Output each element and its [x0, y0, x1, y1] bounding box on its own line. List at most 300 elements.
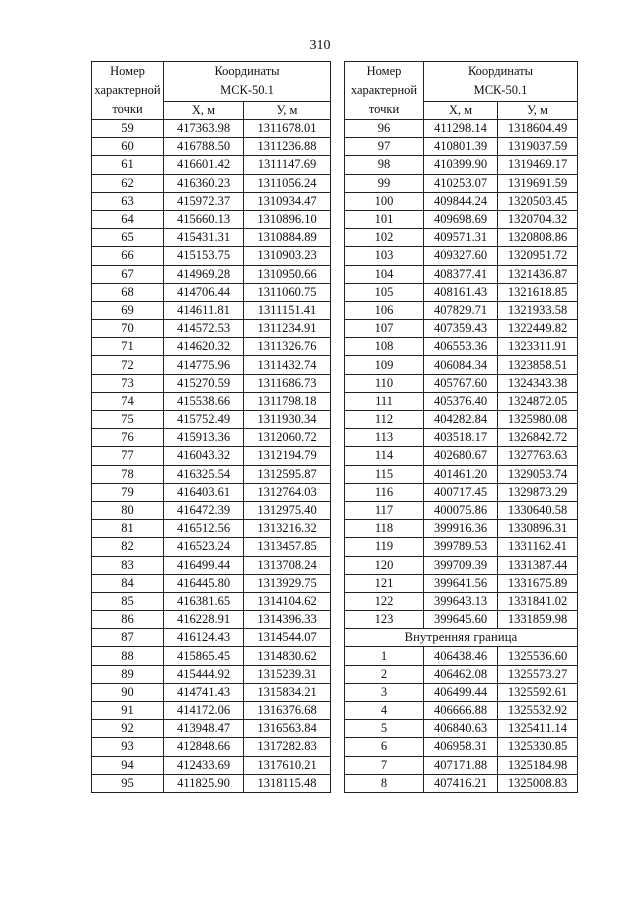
x-coordinate-cell: 399789.53 — [424, 538, 498, 556]
point-number-header: Номер характерной точки — [345, 62, 424, 120]
table-row — [92, 192, 331, 210]
x-coordinate-cell: 414172.06 — [164, 702, 244, 720]
table-row — [92, 374, 331, 392]
x-coordinate-cell: 415538.66 — [164, 392, 244, 410]
table-row — [92, 356, 331, 374]
table-row — [92, 665, 331, 683]
point-number-cell: 107 — [345, 320, 424, 338]
x-coordinate-cell: 405767.60 — [424, 374, 498, 392]
point-number-cell: 110 — [345, 374, 424, 392]
table-row — [92, 174, 331, 192]
y-coordinate-cell: 1313708.24 — [244, 556, 331, 574]
table-row — [345, 556, 578, 574]
y-coordinate-cell: 1311930.34 — [244, 411, 331, 429]
x-coordinate-cell: 411825.90 — [164, 774, 244, 792]
point-number-cell: 103 — [345, 247, 424, 265]
table-row — [345, 320, 578, 338]
table-row — [345, 192, 578, 210]
x-coordinate-cell: 407829.71 — [424, 301, 498, 319]
table-row — [345, 247, 578, 265]
x-coordinate-cell: 415865.45 — [164, 647, 244, 665]
x-coordinate-cell: 406840.63 — [424, 720, 498, 738]
y-coordinate-cell: 1321933.58 — [498, 301, 578, 319]
point-number-header: Номер характерной точки — [92, 62, 164, 120]
x-coordinate-cell: 415913.36 — [164, 429, 244, 447]
y-coordinate-cell: 1329053.74 — [498, 465, 578, 483]
point-number-cell: 91 — [92, 702, 164, 720]
y-coordinate-cell: 1331675.89 — [498, 574, 578, 592]
y-coordinate-cell: 1330640.58 — [498, 501, 578, 519]
x-coordinate-cell: 400717.45 — [424, 483, 498, 501]
table-row — [92, 338, 331, 356]
point-number-cell: 83 — [92, 556, 164, 574]
x-coordinate-cell: 407416.21 — [424, 774, 498, 792]
table-row — [345, 683, 578, 701]
x-coordinate-cell: 408161.43 — [424, 283, 498, 301]
table-row — [345, 210, 578, 228]
y-coordinate-cell: 1312194.79 — [244, 447, 331, 465]
point-number-cell: 4 — [345, 702, 424, 720]
y-coordinate-cell: 1312060.72 — [244, 429, 331, 447]
y-coordinate-cell: 1311686.73 — [244, 374, 331, 392]
y-coordinate-cell: 1311432.74 — [244, 356, 331, 374]
x-column-header: X, м — [424, 101, 498, 119]
table-row — [345, 374, 578, 392]
x-column-header: X, м — [164, 101, 244, 119]
point-number-cell: 94 — [92, 756, 164, 774]
y-coordinate-cell: 1311798.18 — [244, 392, 331, 410]
table-row — [345, 756, 578, 774]
x-coordinate-cell: 416228.91 — [164, 611, 244, 629]
y-coordinate-cell: 1325411.14 — [498, 720, 578, 738]
x-coordinate-cell: 406958.31 — [424, 738, 498, 756]
y-column-header: У, м — [498, 101, 578, 119]
x-coordinate-cell: 416325.54 — [164, 465, 244, 483]
table-row — [92, 120, 331, 138]
y-coordinate-cell: 1310896.10 — [244, 210, 331, 228]
coordinates-header: Координаты МСК-50.1 — [424, 62, 578, 102]
x-coordinate-cell: 416472.39 — [164, 501, 244, 519]
y-coordinate-cell: 1312975.40 — [244, 501, 331, 519]
x-coordinate-cell: 408377.41 — [424, 265, 498, 283]
point-number-cell: 73 — [92, 374, 164, 392]
y-coordinate-cell: 1319037.59 — [498, 138, 578, 156]
table-row — [92, 756, 331, 774]
point-number-cell: 67 — [92, 265, 164, 283]
y-coordinate-cell: 1324872.05 — [498, 392, 578, 410]
table-row — [92, 538, 331, 556]
y-coordinate-cell: 1324343.38 — [498, 374, 578, 392]
right-table-body — [345, 120, 578, 793]
x-coordinate-cell: 409698.69 — [424, 210, 498, 228]
point-number-cell: 108 — [345, 338, 424, 356]
x-coordinate-cell: 405376.40 — [424, 392, 498, 410]
y-coordinate-cell: 1313929.75 — [244, 574, 331, 592]
y-coordinate-cell: 1322449.82 — [498, 320, 578, 338]
y-coordinate-cell: 1325184.98 — [498, 756, 578, 774]
table-row — [92, 574, 331, 592]
y-coordinate-cell: 1325008.83 — [498, 774, 578, 792]
point-number-cell: 88 — [92, 647, 164, 665]
point-number-cell: 121 — [345, 574, 424, 592]
x-coordinate-cell: 407359.43 — [424, 320, 498, 338]
point-number-cell: 120 — [345, 556, 424, 574]
point-number-cell: 97 — [345, 138, 424, 156]
x-coordinate-cell: 402680.67 — [424, 447, 498, 465]
y-coordinate-cell: 1311234.91 — [244, 320, 331, 338]
y-coordinate-cell: 1312595.87 — [244, 465, 331, 483]
page-number: 310 — [309, 38, 331, 53]
y-coordinate-cell: 1320808.86 — [498, 229, 578, 247]
point-number-cell: 62 — [92, 174, 164, 192]
point-number-cell: 106 — [345, 301, 424, 319]
point-number-cell: 118 — [345, 520, 424, 538]
point-number-cell: 115 — [345, 465, 424, 483]
y-coordinate-cell: 1325573.27 — [498, 665, 578, 683]
y-coordinate-cell: 1321436.87 — [498, 265, 578, 283]
table-row — [345, 156, 578, 174]
table-row — [345, 338, 578, 356]
y-coordinate-cell: 1312764.03 — [244, 483, 331, 501]
point-number-cell: 71 — [92, 338, 164, 356]
y-coordinate-cell: 1320704.32 — [498, 210, 578, 228]
point-number-cell: 64 — [92, 210, 164, 228]
point-number-cell: 79 — [92, 483, 164, 501]
table-row — [92, 483, 331, 501]
point-number-cell: 117 — [345, 501, 424, 519]
y-coordinate-cell: 1314104.62 — [244, 592, 331, 610]
y-coordinate-cell: 1323311.91 — [498, 338, 578, 356]
table-row — [92, 520, 331, 538]
x-coordinate-cell: 413948.47 — [164, 720, 244, 738]
table-row — [92, 647, 331, 665]
point-number-cell: 68 — [92, 283, 164, 301]
point-number-cell: 70 — [92, 320, 164, 338]
point-number-cell: 101 — [345, 210, 424, 228]
x-coordinate-cell: 416499.44 — [164, 556, 244, 574]
table-row — [345, 138, 578, 156]
x-coordinate-cell: 409571.31 — [424, 229, 498, 247]
coordinates-header: Координаты МСК-50.1 — [164, 62, 331, 102]
x-coordinate-cell: 404282.84 — [424, 411, 498, 429]
point-number-cell: 63 — [92, 192, 164, 210]
x-coordinate-cell: 416788.50 — [164, 138, 244, 156]
y-coordinate-cell: 1329873.29 — [498, 483, 578, 501]
point-number-cell: 6 — [345, 738, 424, 756]
point-number-cell: 76 — [92, 429, 164, 447]
x-coordinate-cell: 410253.07 — [424, 174, 498, 192]
x-coordinate-cell: 403518.17 — [424, 429, 498, 447]
x-coordinate-cell: 414620.32 — [164, 338, 244, 356]
x-coordinate-cell: 416512.56 — [164, 520, 244, 538]
table-row — [345, 465, 578, 483]
x-coordinate-cell: 416381.65 — [164, 592, 244, 610]
x-coordinate-cell: 415270.59 — [164, 374, 244, 392]
point-number-cell: 2 — [345, 665, 424, 683]
point-number-cell: 60 — [92, 138, 164, 156]
x-coordinate-cell: 414775.96 — [164, 356, 244, 374]
x-coordinate-cell: 409327.60 — [424, 247, 498, 265]
table-row — [92, 210, 331, 228]
y-coordinate-cell: 1330896.31 — [498, 520, 578, 538]
x-coordinate-cell: 406666.88 — [424, 702, 498, 720]
point-number-cell: 66 — [92, 247, 164, 265]
point-number-cell: 113 — [345, 429, 424, 447]
x-coordinate-cell: 414969.28 — [164, 265, 244, 283]
point-number-cell: 104 — [345, 265, 424, 283]
y-coordinate-cell: 1314830.62 — [244, 647, 331, 665]
table-row — [345, 720, 578, 738]
y-coordinate-cell: 1331387.44 — [498, 556, 578, 574]
point-number-cell: 100 — [345, 192, 424, 210]
x-coordinate-cell: 416043.32 — [164, 447, 244, 465]
point-number-cell: 116 — [345, 483, 424, 501]
coordinates-table-right — [344, 61, 578, 793]
y-coordinate-cell: 1315834.21 — [244, 683, 331, 701]
y-coordinate-cell: 1325330.85 — [498, 738, 578, 756]
table-row — [92, 774, 331, 792]
y-coordinate-cell: 1325536.60 — [498, 647, 578, 665]
table-row — [92, 247, 331, 265]
y-coordinate-cell: 1313216.32 — [244, 520, 331, 538]
coordinates-table-left — [91, 61, 331, 793]
point-number-cell: 78 — [92, 465, 164, 483]
point-number-cell: 82 — [92, 538, 164, 556]
point-number-cell: 96 — [345, 120, 424, 138]
y-coordinate-cell: 1310884.89 — [244, 229, 331, 247]
y-coordinate-cell: 1331859.98 — [498, 611, 578, 629]
table-row — [345, 665, 578, 683]
table-row — [345, 702, 578, 720]
point-number-cell: 74 — [92, 392, 164, 410]
y-coordinate-cell: 1326842.72 — [498, 429, 578, 447]
table-row — [92, 629, 331, 647]
x-coordinate-cell: 416445.80 — [164, 574, 244, 592]
table-row — [345, 429, 578, 447]
table-row — [92, 702, 331, 720]
x-coordinate-cell: 411298.14 — [424, 120, 498, 138]
table-row — [92, 156, 331, 174]
point-number-cell: 77 — [92, 447, 164, 465]
table-row — [345, 301, 578, 319]
x-coordinate-cell: 399641.56 — [424, 574, 498, 592]
point-number-cell: 69 — [92, 301, 164, 319]
y-coordinate-cell: 1325532.92 — [498, 702, 578, 720]
x-coordinate-cell: 399643.13 — [424, 592, 498, 610]
y-coordinate-cell: 1311678.01 — [244, 120, 331, 138]
table-row — [345, 647, 578, 665]
x-coordinate-cell: 416360.23 — [164, 174, 244, 192]
y-coordinate-cell: 1331841.02 — [498, 592, 578, 610]
x-coordinate-cell: 407171.88 — [424, 756, 498, 774]
x-coordinate-cell: 401461.20 — [424, 465, 498, 483]
x-coordinate-cell: 410801.39 — [424, 138, 498, 156]
y-coordinate-cell: 1311326.76 — [244, 338, 331, 356]
table-row — [345, 774, 578, 792]
table-row — [92, 720, 331, 738]
y-coordinate-cell: 1323858.51 — [498, 356, 578, 374]
y-coordinate-cell: 1319691.59 — [498, 174, 578, 192]
x-coordinate-cell: 416124.43 — [164, 629, 244, 647]
table-row — [345, 538, 578, 556]
x-coordinate-cell: 415444.92 — [164, 665, 244, 683]
table-row — [345, 356, 578, 374]
table-row — [92, 138, 331, 156]
point-number-cell: 8 — [345, 774, 424, 792]
y-coordinate-cell: 1313457.85 — [244, 538, 331, 556]
point-number-cell: 59 — [92, 120, 164, 138]
point-number-cell: 92 — [92, 720, 164, 738]
point-number-cell: 122 — [345, 592, 424, 610]
table-row — [92, 229, 331, 247]
x-coordinate-cell: 416523.24 — [164, 538, 244, 556]
point-number-cell: 111 — [345, 392, 424, 410]
table-row — [92, 611, 331, 629]
point-number-cell: 114 — [345, 447, 424, 465]
point-number-cell: 7 — [345, 756, 424, 774]
y-coordinate-cell: 1311060.75 — [244, 283, 331, 301]
x-coordinate-cell: 399645.60 — [424, 611, 498, 629]
point-number-cell: 89 — [92, 665, 164, 683]
table-row — [345, 447, 578, 465]
y-coordinate-cell: 1327763.63 — [498, 447, 578, 465]
y-coordinate-cell: 1310903.23 — [244, 247, 331, 265]
inner-boundary-title: Внутренняя граница — [345, 629, 578, 647]
point-number-cell: 93 — [92, 738, 164, 756]
table-row — [92, 447, 331, 465]
y-coordinate-cell: 1311056.24 — [244, 174, 331, 192]
y-coordinate-cell: 1311151.41 — [244, 301, 331, 319]
x-coordinate-cell: 417363.98 — [164, 120, 244, 138]
x-coordinate-cell: 414706.44 — [164, 283, 244, 301]
table-row — [345, 120, 578, 138]
y-coordinate-cell: 1321618.85 — [498, 283, 578, 301]
point-number-cell: 81 — [92, 520, 164, 538]
point-number-cell: 102 — [345, 229, 424, 247]
x-coordinate-cell: 406462.08 — [424, 665, 498, 683]
section-row — [345, 629, 578, 647]
table-row — [92, 592, 331, 610]
x-coordinate-cell: 400075.86 — [424, 501, 498, 519]
y-coordinate-cell: 1314396.33 — [244, 611, 331, 629]
point-number-cell: 105 — [345, 283, 424, 301]
x-coordinate-cell: 406553.36 — [424, 338, 498, 356]
x-coordinate-cell: 415660.13 — [164, 210, 244, 228]
y-coordinate-cell: 1320951.72 — [498, 247, 578, 265]
point-number-cell: 72 — [92, 356, 164, 374]
y-coordinate-cell: 1316563.84 — [244, 720, 331, 738]
point-number-cell: 119 — [345, 538, 424, 556]
table-row — [92, 501, 331, 519]
table-row — [345, 520, 578, 538]
table-row — [345, 574, 578, 592]
x-coordinate-cell: 416601.42 — [164, 156, 244, 174]
table-row — [345, 501, 578, 519]
point-number-cell: 1 — [345, 647, 424, 665]
y-coordinate-cell: 1317610.21 — [244, 756, 331, 774]
table-row — [345, 592, 578, 610]
table-row — [92, 392, 331, 410]
x-coordinate-cell: 409844.24 — [424, 192, 498, 210]
table-row — [92, 556, 331, 574]
y-coordinate-cell: 1317282.83 — [244, 738, 331, 756]
y-coordinate-cell: 1318604.49 — [498, 120, 578, 138]
x-coordinate-cell: 414611.81 — [164, 301, 244, 319]
point-number-cell: 86 — [92, 611, 164, 629]
table-row — [345, 611, 578, 629]
table-row — [92, 320, 331, 338]
x-coordinate-cell: 410399.90 — [424, 156, 498, 174]
point-number-cell: 99 — [345, 174, 424, 192]
table-row — [345, 738, 578, 756]
table-row — [345, 283, 578, 301]
x-coordinate-cell: 406499.44 — [424, 683, 498, 701]
x-coordinate-cell: 412433.69 — [164, 756, 244, 774]
y-coordinate-cell: 1320503.45 — [498, 192, 578, 210]
point-number-cell: 112 — [345, 411, 424, 429]
table-row — [345, 174, 578, 192]
x-coordinate-cell: 412848.66 — [164, 738, 244, 756]
y-coordinate-cell: 1311236.88 — [244, 138, 331, 156]
x-coordinate-cell: 414572.53 — [164, 320, 244, 338]
table-row — [345, 265, 578, 283]
y-column-header: У, м — [244, 101, 331, 119]
x-coordinate-cell: 399709.39 — [424, 556, 498, 574]
point-number-cell: 123 — [345, 611, 424, 629]
y-coordinate-cell: 1331162.41 — [498, 538, 578, 556]
x-coordinate-cell: 415752.49 — [164, 411, 244, 429]
point-number-cell: 85 — [92, 592, 164, 610]
y-coordinate-cell: 1325980.08 — [498, 411, 578, 429]
point-number-cell: 5 — [345, 720, 424, 738]
y-coordinate-cell: 1318115.48 — [244, 774, 331, 792]
point-number-cell: 65 — [92, 229, 164, 247]
y-coordinate-cell: 1315239.31 — [244, 665, 331, 683]
point-number-cell: 80 — [92, 501, 164, 519]
point-number-cell: 90 — [92, 683, 164, 701]
y-coordinate-cell: 1311147.69 — [244, 156, 331, 174]
y-coordinate-cell: 1316376.68 — [244, 702, 331, 720]
table-row — [92, 738, 331, 756]
point-number-cell: 109 — [345, 356, 424, 374]
point-number-cell: 95 — [92, 774, 164, 792]
y-coordinate-cell: 1319469.17 — [498, 156, 578, 174]
x-coordinate-cell: 415431.31 — [164, 229, 244, 247]
x-coordinate-cell: 399916.36 — [424, 520, 498, 538]
x-coordinate-cell: 416403.61 — [164, 483, 244, 501]
point-number-cell: 84 — [92, 574, 164, 592]
point-number-cell: 75 — [92, 411, 164, 429]
x-coordinate-cell: 406438.46 — [424, 647, 498, 665]
left-table-body — [92, 120, 331, 793]
table-row — [345, 411, 578, 429]
x-coordinate-cell: 415153.75 — [164, 247, 244, 265]
table-row — [345, 229, 578, 247]
table-row — [92, 283, 331, 301]
table-row — [92, 411, 331, 429]
table-row — [92, 465, 331, 483]
table-row — [345, 392, 578, 410]
y-coordinate-cell: 1310934.47 — [244, 192, 331, 210]
x-coordinate-cell: 415972.37 — [164, 192, 244, 210]
point-number-cell: 3 — [345, 683, 424, 701]
y-coordinate-cell: 1325592.61 — [498, 683, 578, 701]
table-row — [345, 483, 578, 501]
table-row — [92, 683, 331, 701]
point-number-cell: 98 — [345, 156, 424, 174]
point-number-cell: 61 — [92, 156, 164, 174]
table-row — [92, 301, 331, 319]
